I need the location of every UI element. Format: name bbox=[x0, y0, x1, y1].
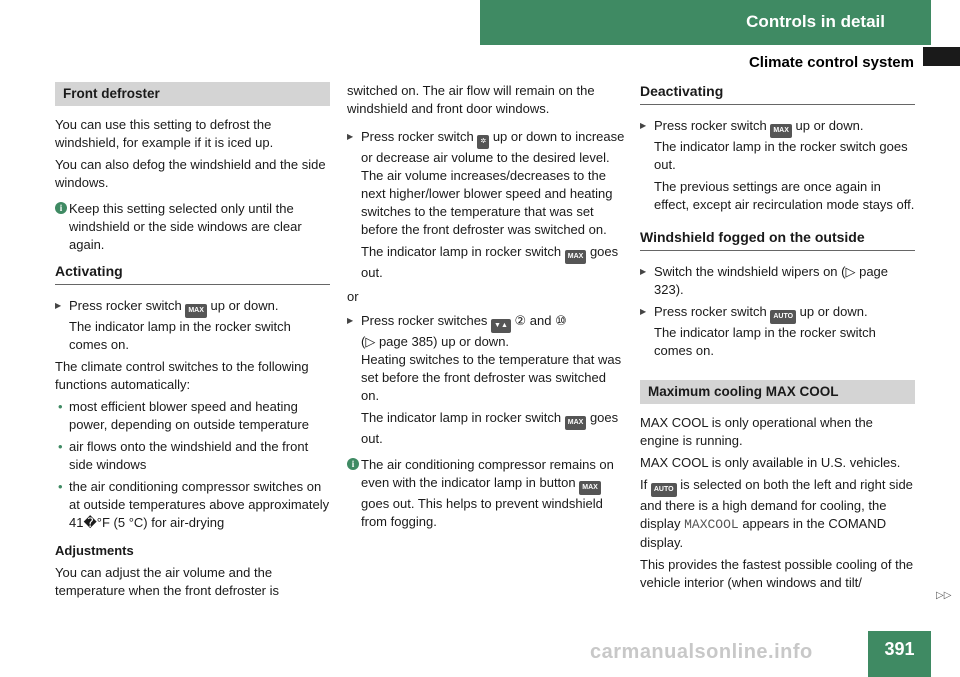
page-subtitle: Climate control system bbox=[748, 54, 914, 71]
paragraph: You can also defog the windshield and the side windows. bbox=[55, 157, 326, 190]
defroster-icon: MAX bbox=[579, 481, 601, 495]
column-3 bbox=[640, 82, 915, 596]
info-icon: i bbox=[347, 458, 359, 470]
column-2 bbox=[347, 82, 625, 539]
front-defroster-heading: Front defroster bbox=[55, 82, 330, 106]
paragraph: switched on. The air flow will remain on the windshield and front door windows. bbox=[347, 83, 595, 116]
step-item: ▶ Press rocker switches ▼▲ ② and ⑩ (▷ page 385) up or down. Heating switches to the temperature that was set before the front defroster was switched on. bbox=[347, 312, 625, 405]
paragraph: You can use this setting to defrost the windshield, for example if it is iced up. bbox=[55, 117, 274, 150]
section-title: Controls in detail bbox=[746, 12, 885, 31]
adjustments-heading: Adjustments bbox=[55, 543, 134, 558]
paragraph: MAX COOL is only operational when the engine is running. bbox=[640, 415, 873, 448]
info-note: i Keep this setting selected only until the windshield or the side windows are clear again. bbox=[55, 200, 330, 254]
auto-icon: AUTO bbox=[651, 483, 677, 497]
page-number-box bbox=[868, 631, 931, 677]
watermark: carmanualsonline.info bbox=[590, 641, 813, 663]
or-text: or bbox=[347, 289, 359, 304]
defroster-icon: MAX bbox=[565, 416, 587, 430]
bullet-item: • air flows onto the windshield and the front side windows bbox=[55, 438, 330, 474]
indented-note: The indicator lamp in rocker switch MAX goes out. bbox=[361, 244, 619, 280]
info-note: i The air conditioning compressor remains on even with the indicator lamp in button MAX goes out. This helps to prevent windshield from fogging. bbox=[347, 456, 625, 531]
indented-note: The indicator lamp in rocker switch MAX goes out. bbox=[361, 410, 619, 446]
corner-tab bbox=[923, 47, 960, 66]
paragraph: If AUTO is selected on both the left and right side and there is a high demand for cooling, the display MAXCOOL appears in the COMAND display. bbox=[640, 477, 913, 550]
paragraph: The climate control switches to the following functions automatically: bbox=[55, 359, 309, 392]
max-cool-heading: Maximum cooling MAX COOL bbox=[640, 380, 915, 404]
bullet-item: • most efficient blower speed and heating power, depending on outside temperature bbox=[55, 398, 330, 434]
defroster-icon: MAX bbox=[185, 304, 207, 318]
windshield-fogged-heading: Windshield fogged on the outside bbox=[640, 228, 915, 251]
auto-icon: AUTO bbox=[770, 310, 796, 324]
step-item: ▶ Press rocker switch ✲ up or down to increase or decrease air volume to the desired level. The air volume increases/decreases to the next higher/lower blower speed and heating switches to the temperature that was set before the front defroster was switched on. bbox=[347, 128, 625, 239]
step-item: ▶ Press rocker switch AUTO up or down. The indicator lamp in the rocker switch comes on. bbox=[640, 303, 915, 360]
page-number: 391 bbox=[884, 639, 915, 659]
info-icon: i bbox=[55, 202, 67, 214]
paragraph: This provides the fastest possible cooling of the vehicle interior (when windows and tilt/ bbox=[640, 557, 914, 590]
header-bar bbox=[480, 0, 931, 45]
defroster-icon: MAX bbox=[770, 124, 792, 138]
column-1 bbox=[55, 82, 330, 604]
paragraph: You can adjust the air volume and the temperature when the front defroster is bbox=[55, 565, 280, 598]
activating-heading: Activating bbox=[55, 262, 330, 285]
step-item: ▶ Press rocker switch MAX up or down. The indicator lamp in the rocker switch comes on. bbox=[55, 297, 330, 354]
blower-icon: ✲ bbox=[477, 135, 489, 149]
deactivating-heading: Deactivating bbox=[640, 82, 915, 105]
maxcool-display-text: MAXCOOL bbox=[684, 517, 739, 532]
step-item: ▶ Press rocker switch MAX up or down. The indicator lamp in the rocker switch goes out. bbox=[640, 117, 915, 174]
temperature-icon: ▼▲ bbox=[491, 319, 511, 333]
step-item: ▶ Switch the windshield wipers on (▷ page 323). bbox=[640, 263, 915, 299]
paragraph: MAX COOL is only available in U.S. vehicles. bbox=[640, 455, 901, 470]
defroster-icon: MAX bbox=[565, 250, 587, 264]
bullet-item: • the air conditioning compressor switches on at outside temperatures above approximately 41�°F (5 °C) for air-drying bbox=[55, 478, 330, 532]
indented-note: The previous settings are once again in effect, except air recirculation mode stays off. bbox=[654, 179, 915, 212]
next-page-arrow-icon: ▷▷ bbox=[936, 590, 952, 601]
